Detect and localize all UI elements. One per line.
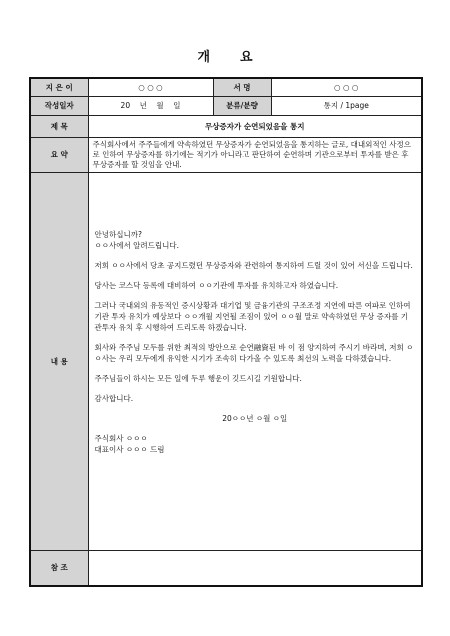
book-title-label: 서 명 — [213, 78, 271, 96]
content-body — [88, 172, 422, 550]
book-title-value: ○ ○ ○ — [271, 78, 422, 96]
content-paragraph: 주주님들이 하시는 모든 일에 두루 행운이 깃드시길 기원합니다. — [94, 373, 302, 383]
author-label: 지 은 이 — [30, 78, 88, 96]
date-label: 작성일자 — [30, 96, 88, 115]
page-title-part: 개 — [197, 50, 210, 65]
category-value: 통지 / 1page — [271, 96, 422, 115]
subject-value: 무상증자가 순연되었음을 통지 — [88, 115, 422, 137]
page-title-part: 요 — [240, 50, 253, 65]
content-label: 내 용 — [30, 172, 88, 550]
author-value: ○ ○ ○ — [88, 78, 213, 96]
content-paragraph: 당사는 코스닥 등록에 대비하여 ㅇㅇ기관에 투자를 유치하고자 하였습니다. — [94, 280, 339, 290]
date-value: 20 년 월 일 — [88, 96, 213, 115]
summary-label: 요 약 — [30, 137, 88, 172]
page-title — [0, 46, 450, 65]
greeting-line: ㅇㅇ사에서 알려드립니다. — [94, 240, 179, 250]
content-paragraph: 그러나 국내외의 유동적인 증시상황과 대기업 및 금융기관의 구조조정 지연에 따른 여파로 인하여 기관 투자 유치가 예상보다 ㅇㅇ개월 지연될 조짐이 있어 ㅇㅇ월 말로 약속하였던 무상 증자를 기관투자 유치 후 시행하여 드리도록 하겠습니다. — [94, 300, 411, 332]
reference-label: 참 조 — [30, 550, 88, 586]
signature-company: 주식회사 ㅇㅇㅇ — [94, 433, 148, 443]
greeting-line: 안녕하십니까? — [94, 229, 142, 239]
category-label: 분류/분량 — [213, 96, 271, 115]
thanks-line: 감사합니다. — [94, 393, 134, 403]
reference-value — [88, 550, 422, 586]
document-summary-table — [29, 77, 423, 587]
subject-label: 제 목 — [30, 115, 88, 137]
letter-date: 20ㅇㅇ년 ㅇ월 ㅇ일 — [222, 413, 288, 423]
summary-value: 주식회사에서 주주들에게 약속하였던 무상증자가 순연되었음을 통지하는 글로, 대내외적인 사정으로 인하여 무상증자를 하기에는 적기가 아니라고 판단하여 순연하며 기관으로부터 투자를 받은 후 무상증자를 할 것임을 안내. — [88, 137, 422, 172]
signature-ceo: 대표이사 ㅇㅇㅇ 드림 — [94, 444, 165, 454]
content-paragraph: 저희 ㅇㅇ사에서 당초 공지드렸던 무상증자와 관련하여 통지하여 드릴 것이 있어 서신을 드립니다. — [94, 260, 413, 270]
content-paragraph: 회사와 주주님 모두를 위한 최적의 방안으로 순연融資된 바 이 점 양지하여 주시기 바라며, 저희 ㅇㅇ사는 우리 모두에게 유익한 시기가 조속히 다가올 수 있도록 최선의 노력을 다하겠습니다. — [94, 342, 414, 363]
